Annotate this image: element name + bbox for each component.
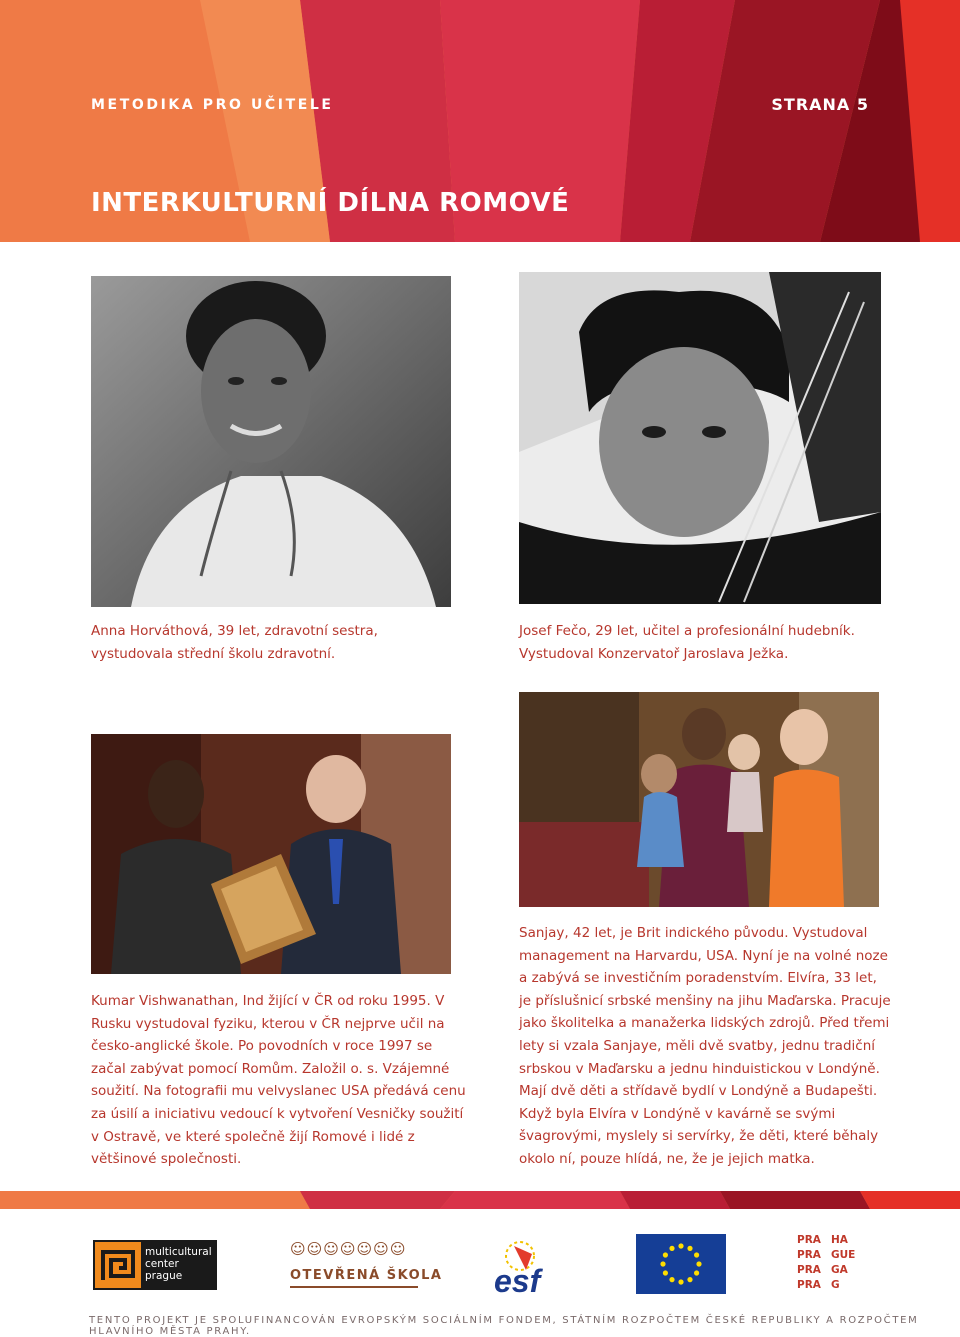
praha-logo-text: PRA bbox=[797, 1264, 821, 1276]
caption-kumar: Kumar Vishwanathan, Ind žijící v ČR od roku 1995. V Rusku vystudoval fyziku, kterou v ČR nejprve učil na česko-anglické škole. Po povodních v roce 1997 se začal zabývat pomocí Romům. Založil o. s. Vzájemné soužití. Na fotografii mu velvyslanec USA předává cenu za úsilí a iniciativu vedoucí k vytvoření Vesničky soužití v Ostravě, ve které společně žijí Romové i lidé z většinové společnosti. bbox=[91, 993, 466, 1168]
page-title: INTERKULTURNÍ DÍLNA ROMOVÉ bbox=[91, 188, 570, 218]
esf-logo bbox=[492, 1234, 564, 1296]
mcp-logo-icon bbox=[95, 1242, 141, 1288]
mcp-logo-line: center bbox=[145, 1258, 179, 1270]
caption-anna: Anna Horváthová, 39 let, zdravotní sestra, vystudovala střední školu zdravotní. bbox=[91, 623, 378, 662]
mcp-logo-text bbox=[145, 1246, 212, 1282]
caption-sanjay: Sanjay, 42 let, je Brit indického původu. Vystudoval management na Harvardu, USA. Nyní je na volné noze a zabývá se investičním poradenstvím. Elvíra, 33 let, je příslušnicí srbské menšiny na jihu Maďarska. Pracuje jako školitelka a manažerka lidských zdrojů. Před třemi lety si vzala Sanjaye, měli dvě svatby, jednu tradiční srbskou v Maďarsku a jednu hinduistickou v Londýně. Mají dvě děti a střídavě bydlí v Londýně a Budapešti. Když byla Elvíra v Londýně v kavárně se svými švagrovými, myslely si servírky, že děti, které běhaly okolo ní, pouze hlídá, ne, že je jejich matka. bbox=[519, 925, 891, 1167]
footer-band bbox=[0, 1191, 960, 1209]
photo-sanjay-family bbox=[519, 692, 879, 907]
mcp-logo-line: multicultural bbox=[145, 1246, 212, 1258]
photo-anna-horvathova bbox=[91, 276, 451, 607]
praha-logo bbox=[797, 1234, 859, 1296]
otevrena-skola-logo: OTEVŘENÁ ŠKOLA bbox=[290, 1268, 443, 1283]
otevrena-skola-faces-icon: ☺☺☺☺☺☺☺ bbox=[290, 1240, 407, 1258]
praha-logo-text: PRA bbox=[797, 1279, 821, 1291]
praha-logo-text: GUE bbox=[831, 1249, 856, 1261]
funding-note: TENTO PROJEKT JE SPOLUFINANCOVÁN EVROPSKÝM SOCIÁLNÍM FONDEM, STÁTNÍM ROZPOČTEM ČESKÉ REPUBLIKY A ROZPOČTEM HLAVNÍHO MĚSTA PRAHY. bbox=[89, 1315, 919, 1337]
svg-text:esf: esf bbox=[494, 1263, 541, 1296]
praha-logo-text: HA bbox=[831, 1234, 848, 1246]
mcp-logo-line: prague bbox=[145, 1270, 183, 1282]
section-label: METODIKA PRO UČITELE bbox=[91, 97, 334, 113]
photo-josef-feco bbox=[519, 272, 881, 604]
praha-logo-text: GA bbox=[831, 1264, 848, 1276]
praha-logo-text: G bbox=[831, 1279, 840, 1291]
praha-logo-text: PRA bbox=[797, 1234, 821, 1246]
photo-kumar-vishwanathan bbox=[91, 734, 451, 974]
page-number: STRANA 5 bbox=[771, 95, 869, 114]
otevrena-skola-underline bbox=[290, 1286, 418, 1288]
multicultural-center-prague-logo bbox=[93, 1240, 217, 1290]
header-band bbox=[0, 0, 960, 242]
caption-josef: Josef Fečo, 29 let, učitel a profesionální hudebník. Vystudoval Konzervatoř Jaroslava Ježka. bbox=[519, 623, 855, 662]
eu-flag-icon bbox=[636, 1234, 726, 1294]
praha-logo-text: PRA bbox=[797, 1249, 821, 1261]
